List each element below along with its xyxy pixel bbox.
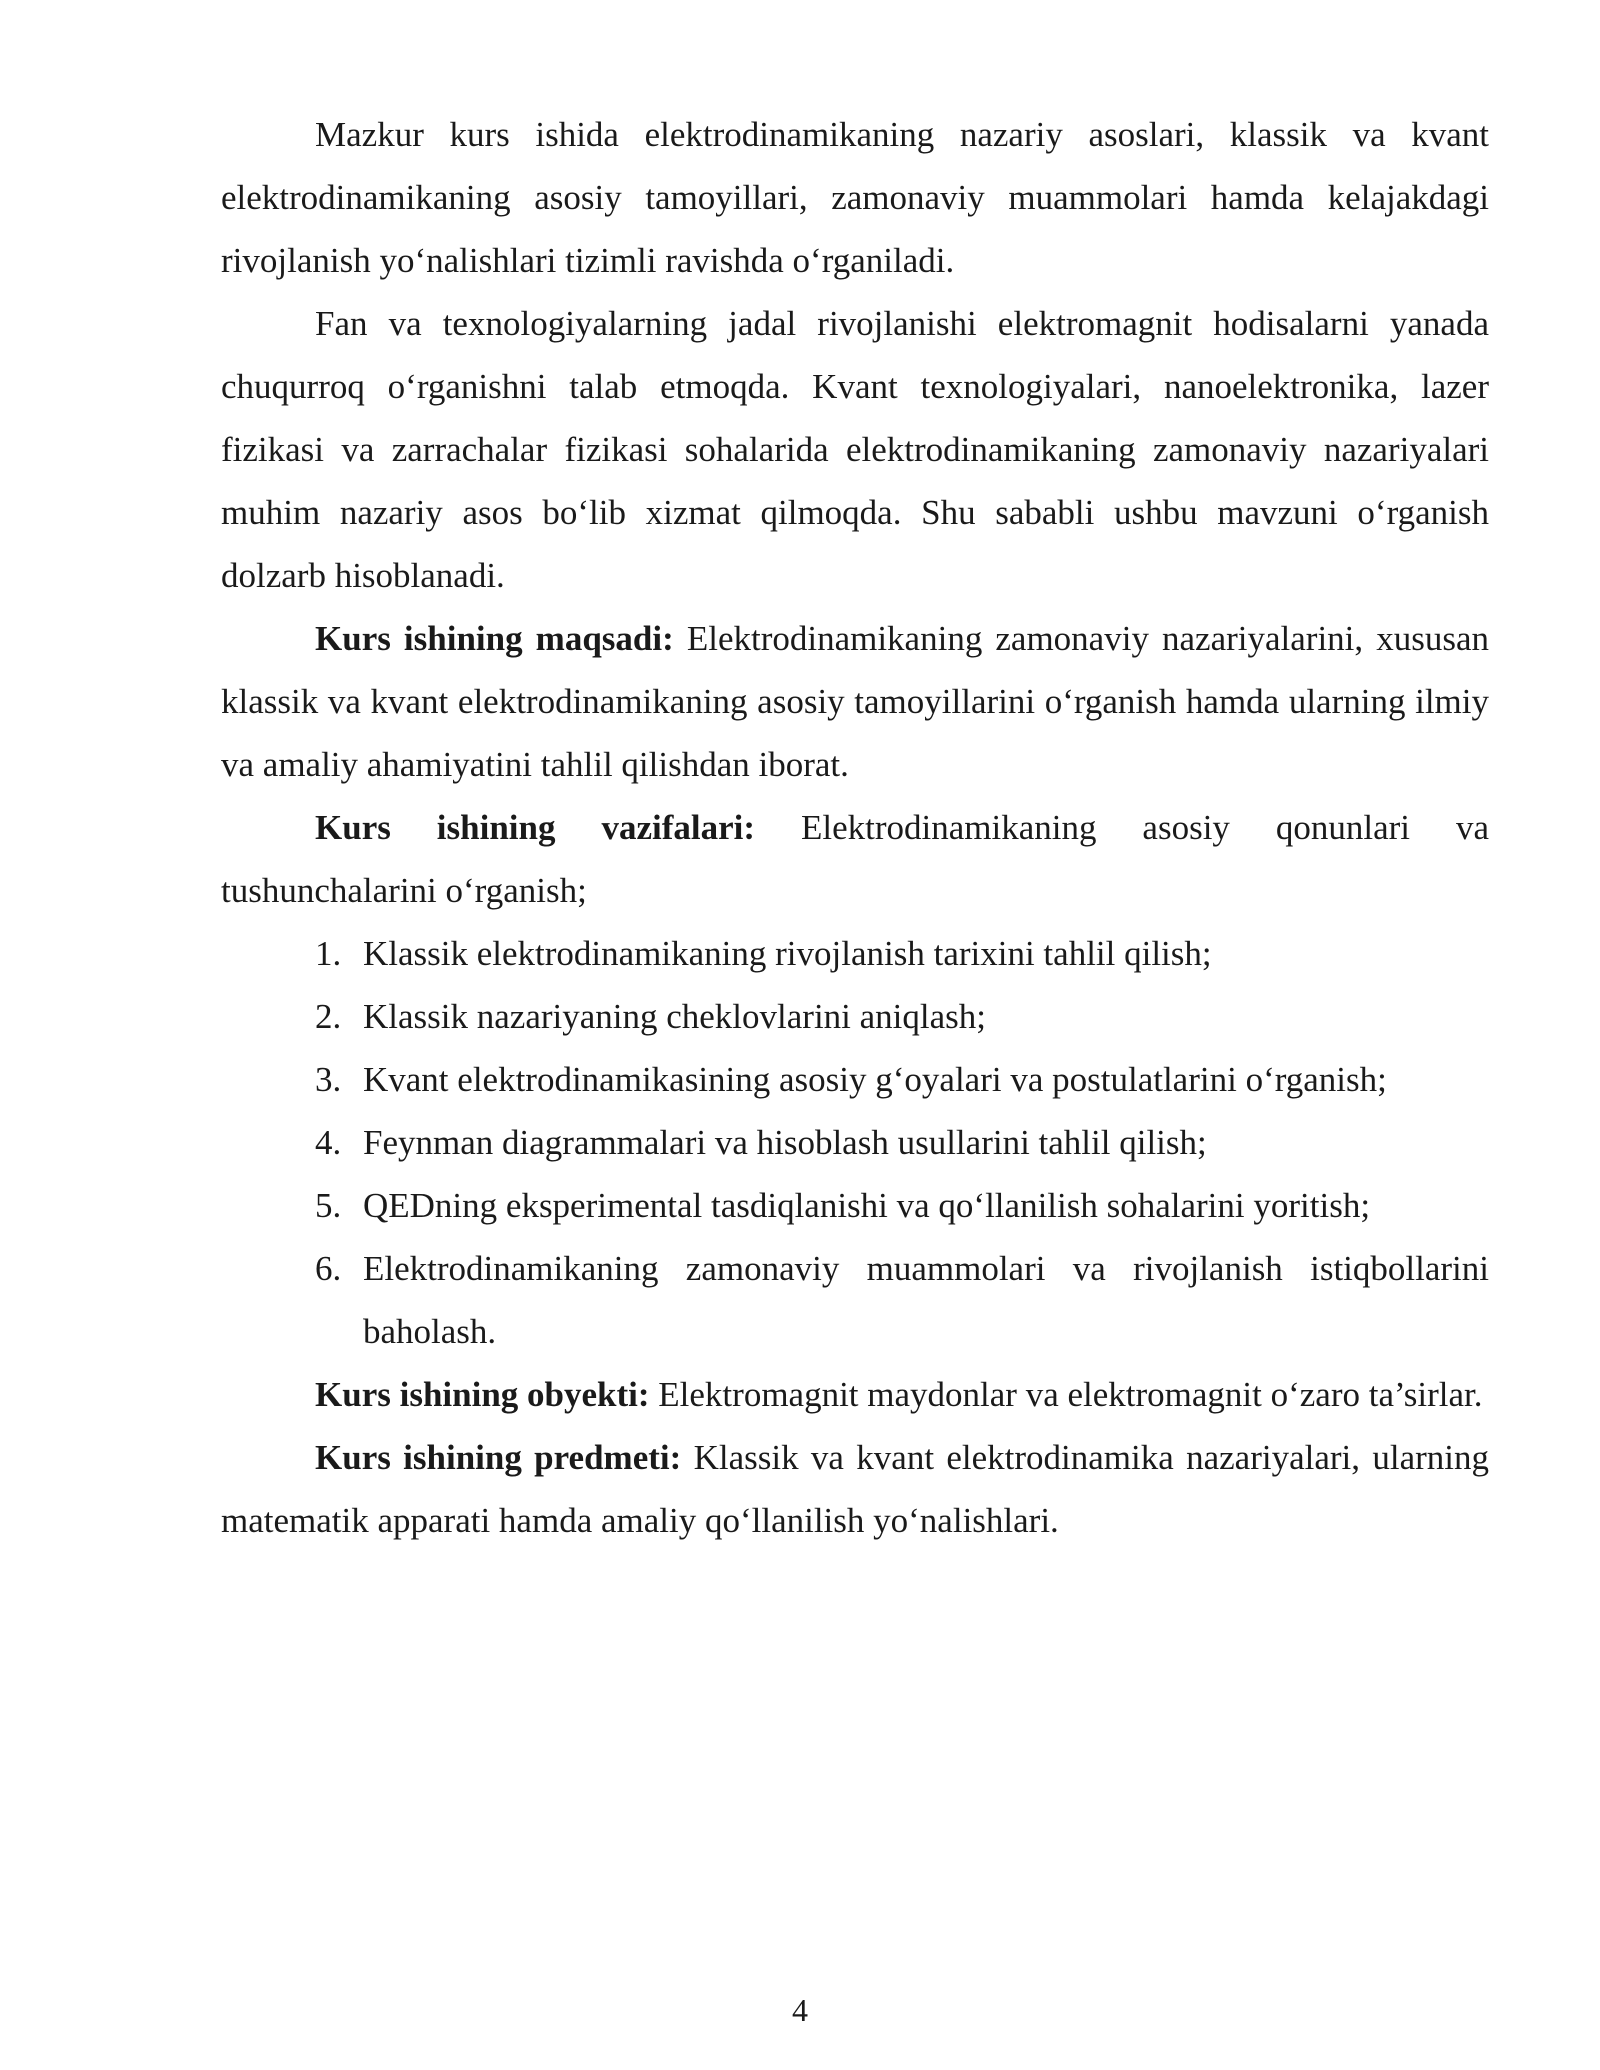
- page-number: 4: [792, 1992, 808, 2028]
- subject-label: Kurs ishining predmeti:: [315, 1438, 682, 1477]
- list-item-text: QEDning eksperimental tasdiqlanishi va qo‘llanilish sohalarini yoritish;: [363, 1186, 1371, 1225]
- goal-text: Elektrodinamikaning zamonaviy nazariyalarini, xususan klassik va kvant elektrodinamikaning asosiy tamoyillarini o‘rganish hamda ularning ilmiy va amaliy ahamiyatini tahlil qilishdan iborat.: [221, 619, 1489, 784]
- list-item: [221, 1237, 1489, 1363]
- page-body: [221, 103, 1489, 1552]
- list-item: [221, 1111, 1489, 1174]
- list-item: [221, 922, 1489, 985]
- goal-label: Kurs ishining maqsadi:: [315, 619, 674, 658]
- object-paragraph: [221, 1363, 1489, 1426]
- intro-paragraph-1: Mazkur kurs ishida elektrodinamikaning nazariy asoslari, klassik va kvant elektrodinamikaning asosiy tamoyillari, zamonaviy muammolari hamda kelajakdagi rivojlanish yo‘nalishlari tizimli ravishda o‘rganiladi.: [221, 115, 1489, 280]
- list-item-number: 6.: [315, 1249, 342, 1288]
- list-item-number: 2.: [315, 997, 342, 1036]
- list-item-text: Klassik elektrodinamikaning rivojlanish tarixini tahlil qilish;: [363, 934, 1212, 973]
- list-item-text: Klassik nazariyaning cheklovlarini aniqlash;: [363, 997, 987, 1036]
- list-item-text: Feynman diagrammalari va hisoblash usullarini tahlil qilish;: [363, 1123, 1207, 1162]
- tasks-list: [221, 922, 1489, 1363]
- list-item-number: 3.: [315, 1060, 342, 1099]
- object-text: Elektromagnit maydonlar va elektromagnit o‘zaro ta’sirlar.: [649, 1375, 1483, 1414]
- list-item-number: 4.: [315, 1123, 342, 1162]
- subject-text: Klassik va kvant elektrodinamika nazariyalari, ularning matematik apparati hamda amaliy qo‘llanilish yo‘nalishlari.: [221, 1438, 1489, 1540]
- intro-paragraph-2: Fan va texnologiyalarning jadal rivojlanishi elektromagnit hodisalarni yanada chuqurroq o‘rganishni talab etmoqda. Kvant texnologiyalari, nanoelektronika, lazer fizikasi va zarrachalar fizikasi sohalarida elektrodinamikaning zamonaviy nazariyalari muhim nazariy asos bo‘lib xizmat qilmoqda. Shu sababli ushbu mavzuni o‘rganish dolzarb hisoblanadi.: [221, 304, 1489, 595]
- tasks-label: Kurs ishining vazifalari:: [315, 808, 756, 847]
- list-item-text: Kvant elektrodinamikasining asosiy g‘oyalari va postulatlarini o‘rganish;: [363, 1060, 1387, 1099]
- list-item-text: Elektrodinamikaning zamonaviy muammolari va rivojlanish istiqbollarini baholash.: [363, 1249, 1489, 1351]
- list-item: [221, 985, 1489, 1048]
- list-item: [221, 1048, 1489, 1111]
- tasks-text: Elektrodinamikaning asosiy qonunlari va tushunchalarini o‘rganish;: [221, 808, 1490, 910]
- goal-paragraph: [221, 607, 1489, 796]
- list-item-number: 5.: [315, 1186, 342, 1225]
- list-item-number: 1.: [315, 934, 342, 973]
- tasks-paragraph: [221, 796, 1489, 922]
- object-label: Kurs ishining obyekti:: [315, 1375, 650, 1414]
- subject-paragraph: [221, 1426, 1489, 1552]
- list-item: [221, 1174, 1489, 1237]
